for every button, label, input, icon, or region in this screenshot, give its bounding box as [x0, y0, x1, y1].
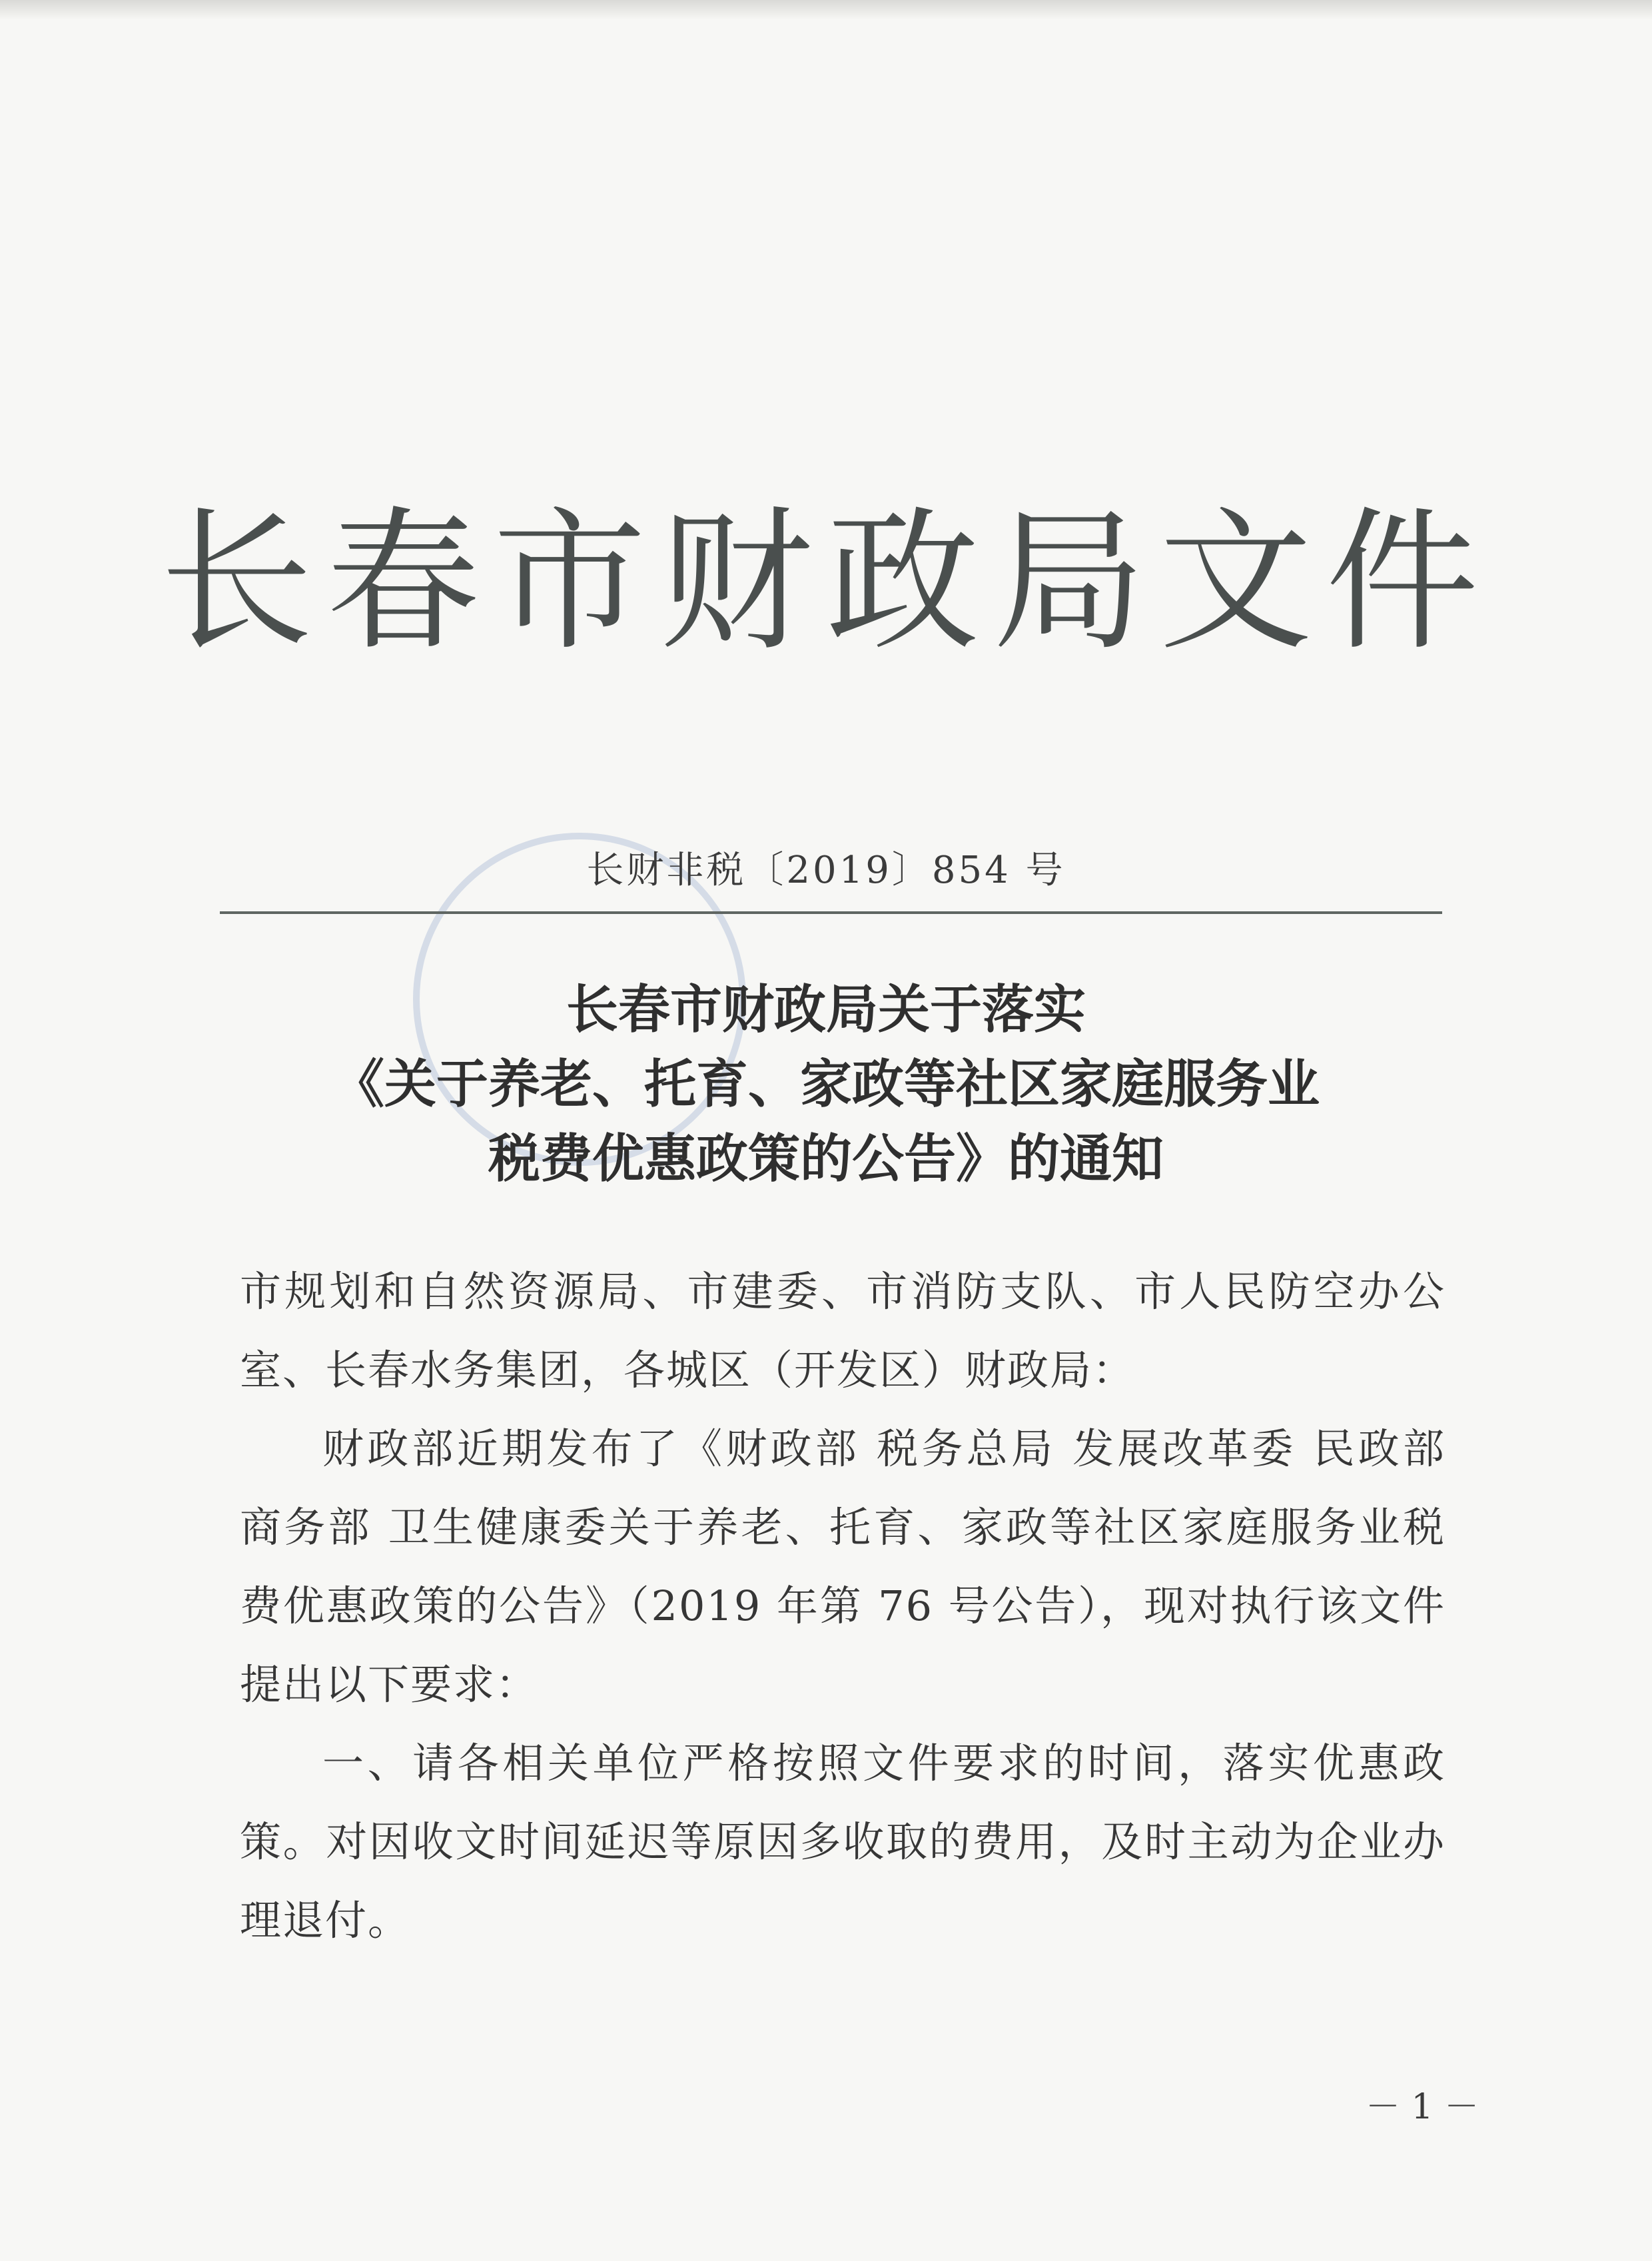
body-paragraph-1: 财政部近期发布了《财政部 税务总局 发展改革委 民政部 商务部 卫生健康委关于养老、托育、家政等社区家庭服务业税费优惠政策的公告》（2019 年第 76 号公告），现对执行该文件提出以下要求： — [240, 1424, 1446, 1709]
notice-title-line-1: 长春市财政局关于落实 — [566, 980, 1086, 1040]
scan-edge-shadow — [0, 0, 1652, 20]
issuer-header-title: 长春市财政局文件 — [159, 494, 1492, 672]
notice-title-line-3: 税费优惠政策的公告》的通知 — [488, 1129, 1164, 1189]
notice-title — [0, 973, 1652, 1196]
body-paragraph-2: 一、请各相关单位严格按照文件要求的时间，落实优惠政策。对因收文时间延迟等原因多收取的费用，及时主动为企业办理退付。 — [240, 1739, 1446, 1945]
header-divider — [220, 911, 1442, 914]
recipients-paragraph: 市规划和自然资源局、市建委、市消防支队、市人民防空办公室、长春水务集团，各城区（开发区）财政局： — [240, 1267, 1446, 1394]
notice-title-line-2: 《关于养老、托育、家政等社区家庭服务业 — [332, 1055, 1320, 1115]
page-number: － 1 － — [1366, 2087, 1479, 2127]
document-number: 长财非税〔2019〕854 号 — [586, 849, 1066, 892]
document-body — [240, 1252, 1446, 1960]
